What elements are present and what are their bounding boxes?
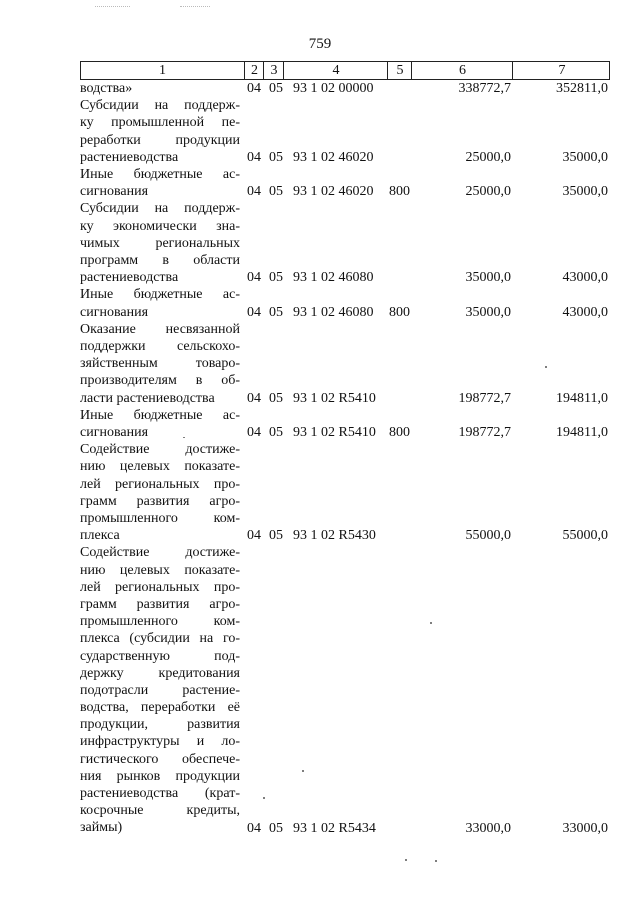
table-body xyxy=(0,80,640,880)
ministry-code: 04 xyxy=(247,304,261,320)
amount-col-6: 35000,0 xyxy=(465,270,511,286)
description-line: лей региональных про- xyxy=(80,476,240,492)
description-line: Иные бюджетные ас- xyxy=(80,407,240,423)
amount-col-6: 338772,7 xyxy=(458,81,511,96)
ministry-code: 04 xyxy=(247,820,261,836)
target-code: 93 1 02 R5430 xyxy=(293,528,376,544)
description-line: промышленного ком- xyxy=(80,510,240,526)
description-line: ния рынков продукции xyxy=(80,768,240,784)
target-code: 93 1 02 46080 xyxy=(293,270,374,286)
description-line: инфраструктуры и ло- xyxy=(80,734,240,750)
scan-speck xyxy=(302,770,304,772)
amount-col-6: 25000,0 xyxy=(465,184,511,200)
description-line: сигнования xyxy=(80,184,149,200)
description-line: Субсидии на поддерж- xyxy=(80,201,240,217)
target-code: 93 1 02 00000 xyxy=(293,81,374,96)
expense-type-code: 800 xyxy=(389,184,410,200)
amount-col-7: 55000,0 xyxy=(562,528,608,544)
section-code: 05 xyxy=(269,149,283,165)
row-description xyxy=(80,286,240,320)
header-col-6: 6 xyxy=(411,62,513,79)
target-code: 93 1 02 46020 xyxy=(293,149,374,165)
description-line: грамм развития агро- xyxy=(80,493,240,509)
amount-col-6: 55000,0 xyxy=(465,528,511,544)
description-line: растениеводства xyxy=(80,270,179,286)
row-description xyxy=(80,97,240,166)
description-line: Содействие достиже- xyxy=(80,442,240,458)
description-line: растениеводства (крат- xyxy=(80,786,240,802)
amount-col-7: 352811,0 xyxy=(556,81,608,96)
header-col-7: 7 xyxy=(512,62,611,79)
description-line: ку экономически зна- xyxy=(80,218,240,234)
target-code: 93 1 02 R5410 xyxy=(293,390,376,406)
row-description xyxy=(80,441,240,544)
description-line: промышленного ком- xyxy=(80,614,240,630)
ministry-code: 04 xyxy=(247,81,261,96)
description-line: водства, переработки её xyxy=(80,700,240,716)
row-description xyxy=(80,544,240,836)
amount-col-7: 194811,0 xyxy=(556,424,608,440)
scan-artifact xyxy=(95,6,130,10)
header-col-2: 2 xyxy=(244,62,264,79)
scan-speck xyxy=(430,622,432,624)
description-line: нию целевых показате- xyxy=(80,562,240,578)
scan-speck xyxy=(435,860,437,862)
row-description xyxy=(80,166,240,200)
description-line: чимых региональных xyxy=(80,235,240,251)
scan-speck xyxy=(183,437,185,438)
description-line: сигнования xyxy=(80,424,149,440)
expense-type-code: 800 xyxy=(389,304,410,320)
amount-col-6: 33000,0 xyxy=(465,820,511,836)
description-line: сударственную под- xyxy=(80,648,240,664)
scan-speck xyxy=(405,859,407,861)
description-line: программ в области xyxy=(80,252,240,268)
amount-col-7: 35000,0 xyxy=(562,184,608,200)
description-line: Содействие достиже- xyxy=(80,545,240,561)
description-line: поддержки сельскохо- xyxy=(80,338,240,354)
ministry-code: 04 xyxy=(247,270,261,286)
description-line: Оказание несвязанной xyxy=(80,321,240,337)
description-line: грамм развития агро- xyxy=(80,596,240,612)
description-line: плекса (субсидии на го- xyxy=(80,631,240,647)
amount-col-7: 194811,0 xyxy=(556,390,608,406)
description-line: гистического обеспече- xyxy=(80,751,240,767)
target-code: 93 1 02 R5434 xyxy=(293,820,376,836)
page-number: 759 xyxy=(308,36,332,52)
description-line: Субсидии на поддерж- xyxy=(80,98,240,114)
description-line: продукции, развития xyxy=(80,717,240,733)
row-description xyxy=(80,200,240,286)
section-code: 05 xyxy=(269,270,283,286)
description-line: водства» xyxy=(80,81,133,96)
scan-artifact xyxy=(180,6,210,10)
description-line: производителям в об- xyxy=(80,373,240,389)
header-col-5: 5 xyxy=(387,62,412,79)
description-line: реработки продукции xyxy=(80,132,240,148)
description-line: плекса xyxy=(80,528,120,544)
ministry-code: 04 xyxy=(247,528,261,544)
row-description xyxy=(80,407,240,441)
description-line: Иные бюджетные ас- xyxy=(80,167,240,182)
scan-speck xyxy=(545,366,547,368)
section-code: 05 xyxy=(269,528,283,544)
amount-col-6: 198772,7 xyxy=(458,424,511,440)
section-code: 05 xyxy=(269,81,283,96)
target-code: 93 1 02 46080 xyxy=(293,304,374,320)
header-col-1: 1 xyxy=(159,63,166,78)
scan-speck xyxy=(263,797,265,799)
amount-col-7: 33000,0 xyxy=(562,820,608,836)
amount-col-6: 35000,0 xyxy=(465,304,511,320)
ministry-code: 04 xyxy=(247,149,261,165)
description-line: займы) xyxy=(80,820,123,836)
section-code: 05 xyxy=(269,184,283,200)
amount-col-7: 43000,0 xyxy=(562,304,608,320)
description-line: держку кредитования xyxy=(80,665,240,681)
header-col-4: 4 xyxy=(283,62,388,79)
section-code: 05 xyxy=(269,390,283,406)
section-code: 05 xyxy=(269,304,283,320)
table-header xyxy=(80,61,610,80)
expense-type-code: 800 xyxy=(389,424,410,440)
ministry-code: 04 xyxy=(247,184,261,200)
ministry-code: 04 xyxy=(247,390,261,406)
section-code: 05 xyxy=(269,820,283,836)
row-description xyxy=(80,321,240,407)
description-line: сигнования xyxy=(80,304,149,320)
description-line: подотрасли растение- xyxy=(80,682,240,698)
description-line: лей региональных про- xyxy=(80,579,240,595)
description-line: Иные бюджетные ас- xyxy=(80,287,240,303)
amount-col-7: 35000,0 xyxy=(562,149,608,165)
amount-col-6: 25000,0 xyxy=(465,149,511,165)
description-line: растениеводства xyxy=(80,149,179,165)
description-line: ласти растениеводства xyxy=(80,390,215,406)
ministry-code: 04 xyxy=(247,424,261,440)
description-line: нию целевых показате- xyxy=(80,459,240,475)
amount-col-7: 43000,0 xyxy=(562,270,608,286)
description-line: косрочные кредиты, xyxy=(80,803,240,819)
target-code: 93 1 02 R5410 xyxy=(293,424,376,440)
header-col-3: 3 xyxy=(263,62,284,79)
amount-col-6: 198772,7 xyxy=(458,390,511,406)
description-line: зяйственным товаро- xyxy=(80,356,240,372)
row-description xyxy=(80,80,240,97)
description-line: ку промышленной пе- xyxy=(80,115,240,131)
section-code: 05 xyxy=(269,424,283,440)
target-code: 93 1 02 46020 xyxy=(293,184,374,200)
